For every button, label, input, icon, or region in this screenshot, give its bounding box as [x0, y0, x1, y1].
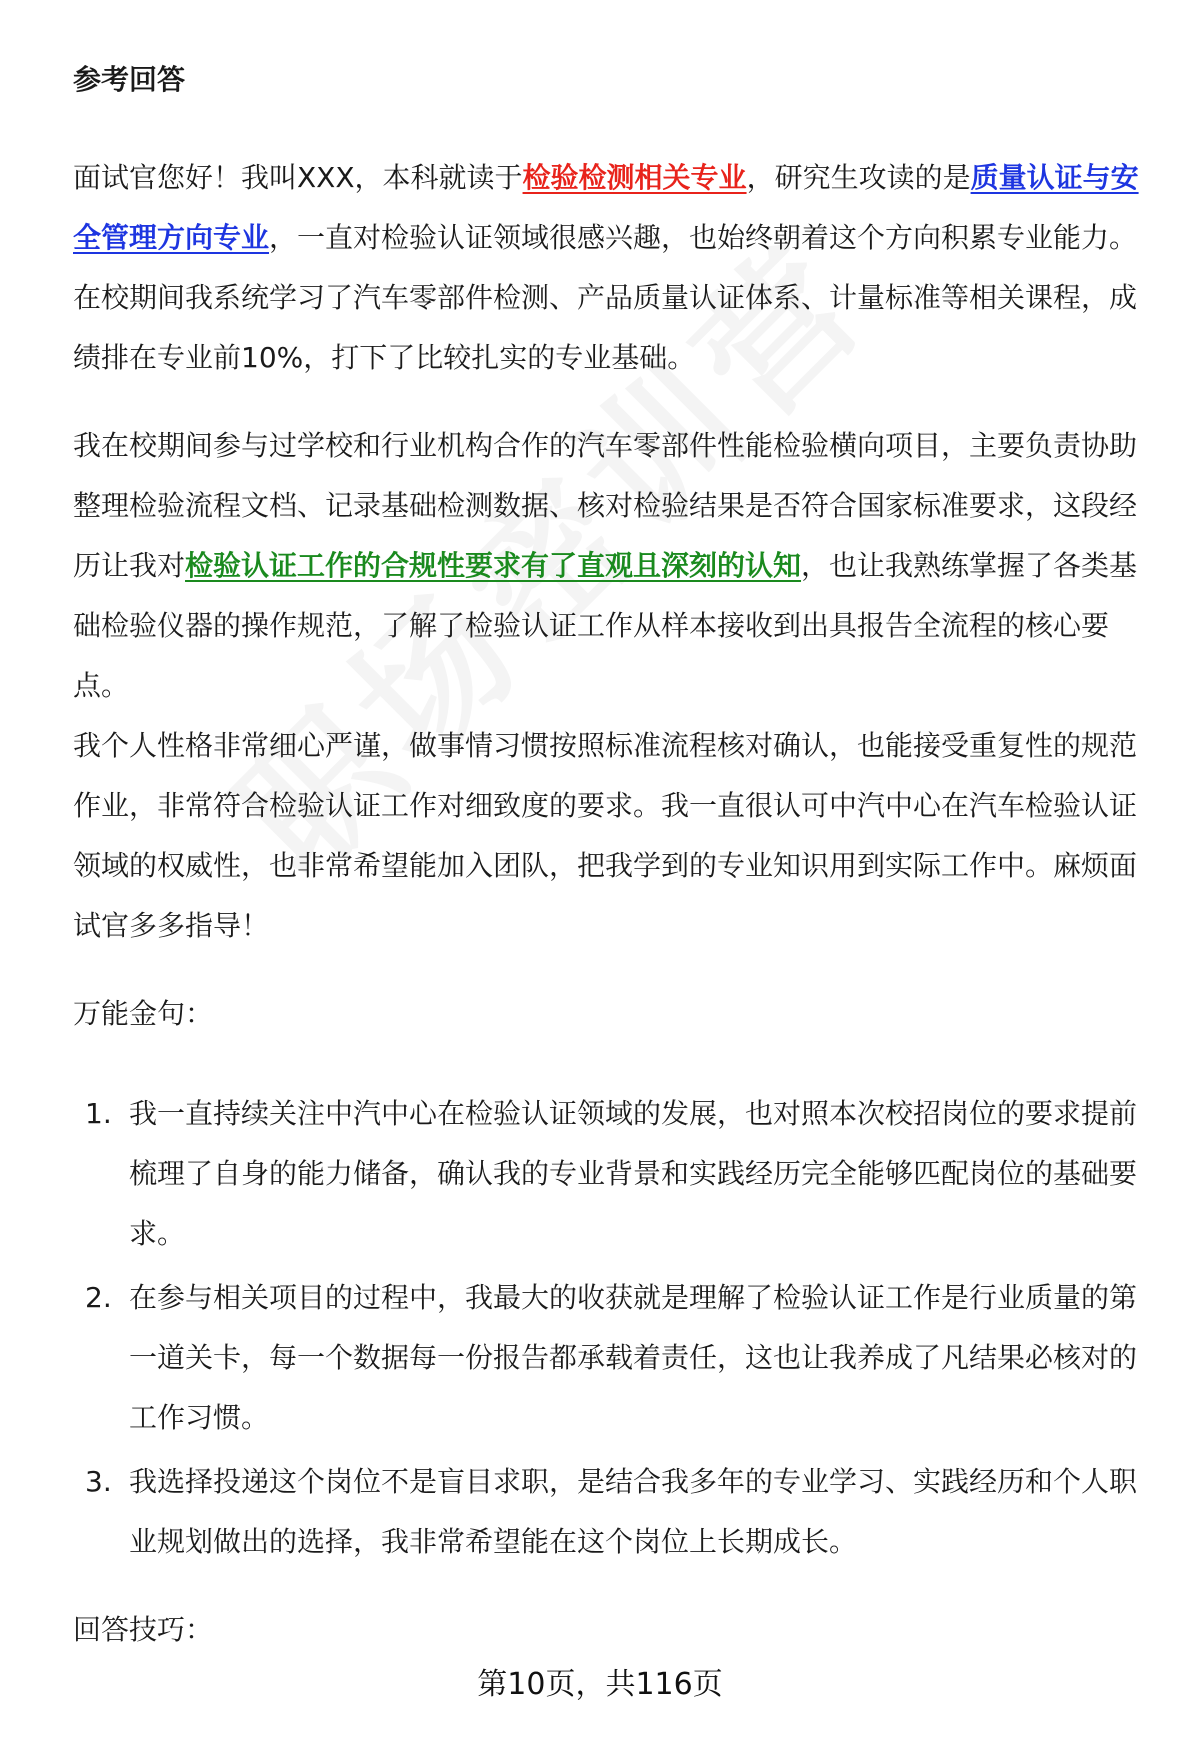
intro-text-2: ，研究生攻读的是	[746, 161, 971, 194]
golden-sentences-list	[73, 1084, 1143, 1572]
page-number-footer: 第10页，共116页	[477, 1667, 723, 1702]
section-heading: 参考回答	[73, 63, 186, 96]
list-item-text: 我一直持续关注中汽中心在检验认证领域的发展，也对照本次校招岗位的要求提前梳理了自身的能力储备，确认我的专业背景和实践经历完全能够匹配岗位的基础要求。	[129, 1097, 1138, 1250]
list-item	[73, 1452, 1143, 1572]
answer-tips-heading: 回答技巧：	[73, 1613, 214, 1646]
intro-text-1: 面试官您好！我叫XXX，本科就读于	[73, 161, 523, 194]
project-text-1: 我在校期间参与过学校和行业机构合作的汽车零部件性能检验横向项目，主要负责协助整理检验流程文档、记录基础检测数据、核对检验结果是否符合国家标准要求，这段经历让我对	[73, 429, 1138, 582]
page-content	[73, 52, 1143, 1660]
list-item	[73, 1084, 1143, 1264]
list-item-text: 在参与相关项目的过程中，我最大的收获就是理解了检验认证工作是行业质量的第一道关卡，每一个数据每一份报告都承载着责任，这也让我养成了凡结果必核对的工作习惯。	[129, 1281, 1138, 1434]
list-item-number: 3.	[85, 1465, 112, 1498]
list-item-number: 1.	[85, 1097, 112, 1130]
project-text-2: ，也让我熟练掌握了各类基础检验仪器的操作规范，了解了检验认证工作从样本接收到出具报告全流程的核心要点。	[73, 549, 1138, 702]
personality-paragraph: 我个人性格非常细心严谨，做事情习惯按照标准流程核对确认，也能接受重复性的规范作业，非常符合检验认证工作对细致度的要求。我一直很认可中汽中心在汽车检验认证领域的权威性，也非常希望能加入团队，把我学到的专业知识用到实际工作中。麻烦面试官多多指导！	[73, 729, 1138, 942]
golden-sentences-heading: 万能金句：	[73, 997, 214, 1030]
intro-text-3: ，一直对检验认证领域很感兴趣，也始终朝着这个方向积累专业能力。在校期间我系统学习了汽车零部件检测、产品质量认证体系、计量标准等相关课程，成绩排在专业前10%，打下了比较扎实的专业基础。	[73, 221, 1138, 374]
list-item-text: 我选择投递这个岗位不是盲目求职，是结合我多年的专业学习、实践经历和个人职业规划做出的选择，我非常希望能在这个岗位上长期成长。	[129, 1465, 1138, 1558]
highlight-major-undergrad: 检验检测相关专业	[522, 161, 747, 194]
intro-paragraph	[73, 148, 1143, 388]
highlight-major-graduate: 质量认证与安全管理方向专业	[73, 161, 1139, 254]
list-item	[73, 1268, 1143, 1448]
list-item-number: 2.	[85, 1281, 112, 1314]
project-paragraph	[73, 416, 1143, 716]
highlight-compliance: 检验认证工作的合规性要求有了直观且深刻的认知	[185, 549, 802, 582]
